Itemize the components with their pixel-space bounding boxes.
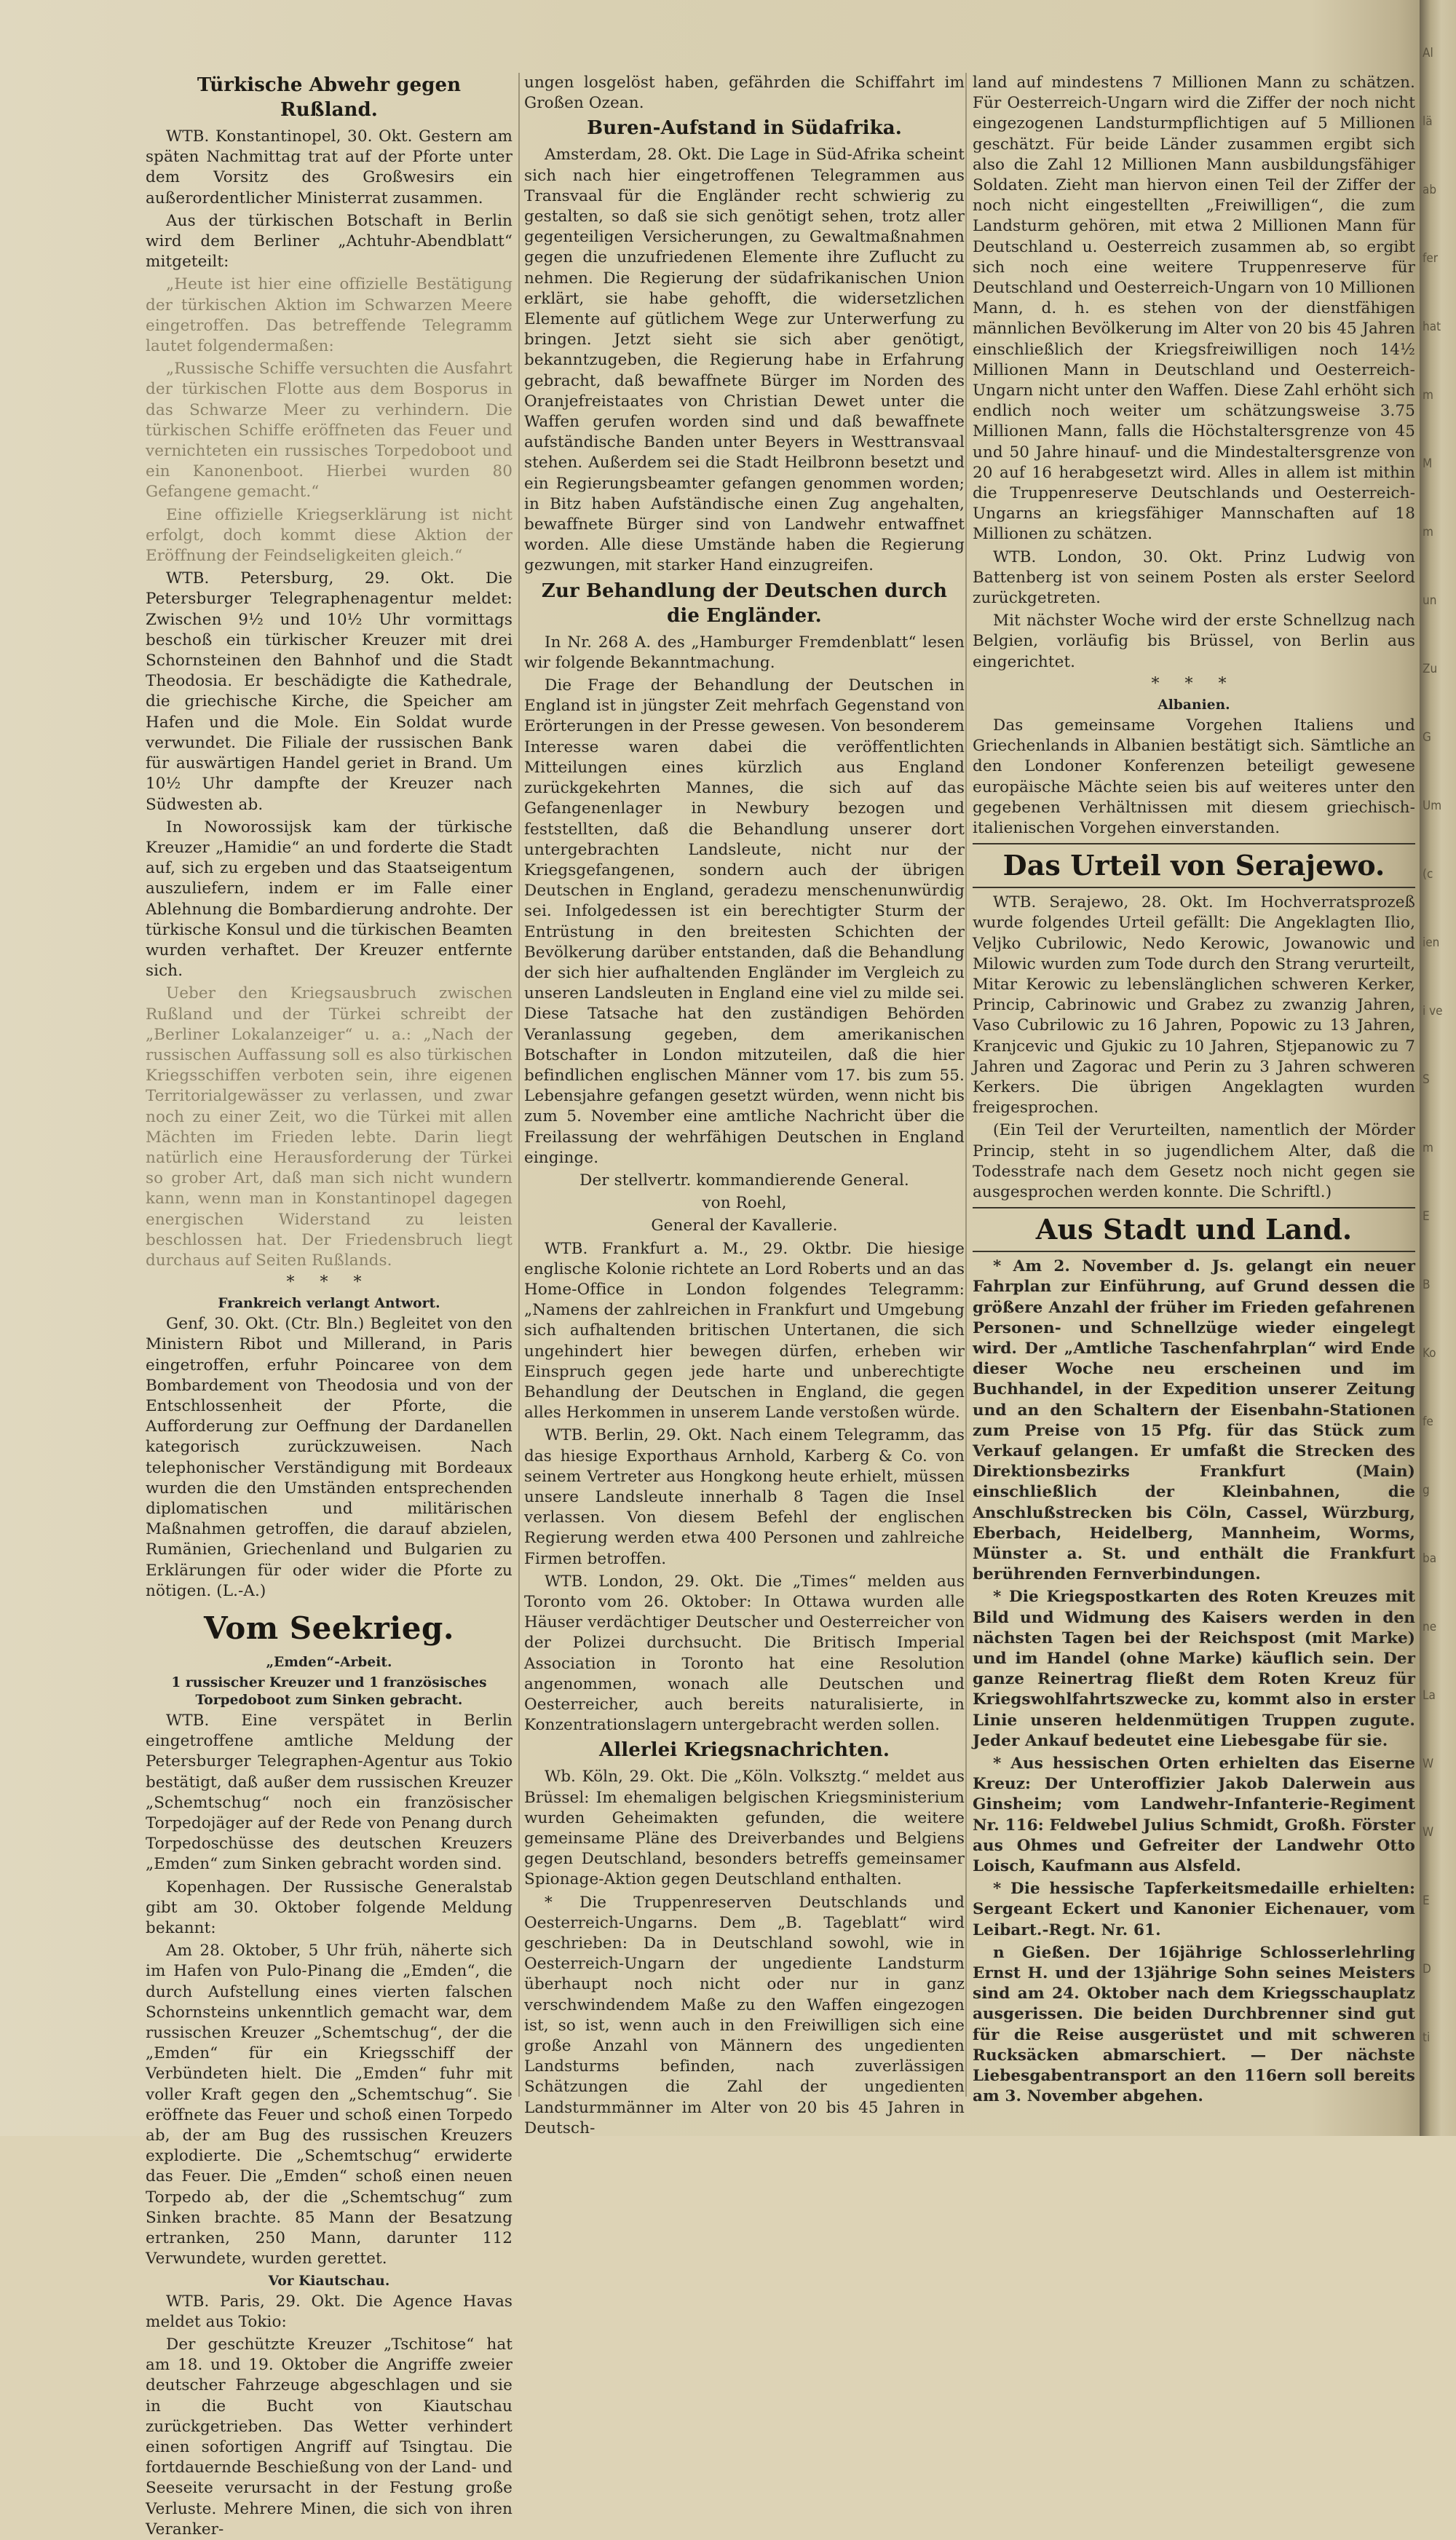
edge-fragment: W: [1423, 1825, 1434, 1840]
subheadline-frankreich: Frankreich verlangt Antwort.: [218, 1296, 440, 1312]
subheadline-emden-detail: 1 russischer Kreuzer und 1 französisches Torpedoboot zum Sinken gebracht.: [171, 1675, 487, 1709]
edge-fragment: ba: [1423, 1551, 1437, 1566]
article-paragraph: * Am 2. November d. Js. gelangt ein neuer Fahrplan zur Einführung, auf Grund dessen die größere Anzahl der früher im Frieden gefahrenen Personen- und Schnellzüge wieder eingelegt wird. Der „Amtliche Taschenfahrplan“ wird Ende dieser Woche neu erscheinen und im Buchhandel, in der Expedition unserer Zeitung und an den Schaltern der Eisenbahn-Stationen zum Preise von 15 Pfg. für das Stück zum Verkauf gelangen. Er umfaßt die Strecken des Direktionsbezirks Frankfurt (Main) einschließlich der Kleinbahnen, die Anschlußstrecken bis Cöln, Cassel, Würzburg, Eberbach, Heidelberg, Mannheim, Worms, Münster a. St. und enthält die Frankfurt berührenden Fernverbindungen.: [973, 1257, 1415, 1584]
headline-allerlei-kriegsnachrichten: Allerlei Kriegsnachrichten.: [598, 1739, 890, 1762]
subheadline-albanien: Albanien.: [1158, 697, 1230, 713]
article-paragraph: In Noworossijsk kam der türkische Kreuzer „Hamidie“ an und forderte die Stadt auf, sich zu ergeben und das Staatseigentum auszuliefern, indem er im Falle einer Ablehnung die Bombardierung androhte. Der türkische Konsul und die türkischen Beamten wurden verhaftet. Der Kreuzer entfernte sich.: [146, 818, 513, 981]
article-paragraph: Wb. Köln, 29. Okt. Die „Köln. Volksztg.“ meldet aus Brüssel: Im ehemaligen belgischen Kriegsministerium wurden Geheimakten gefunden, die weitere gemeinsame Pläne des Dreiverbandes und Belgiens gegen Deutschland, besonders betreffs gemeinsamer Spionage-Aktion gegen Deutschland enthalten.: [524, 1768, 965, 1889]
article-paragraph: Genf, 30. Okt. (Ctr. Bln.) Begleitet von den Ministern Ribot und Millerand, in Paris eingetroffen, erfuhr Poincaree von dem Bombardement von Theodosia und von der Entschlossenheit der Pforte, die Aufforderung zur Oeffnung der Dardanellen kategorisch zurückzuweisen. Nach telephonischer Verständigung mit Bordeaux wurden die den Umständen entsprechenden diplomatischen und militärischen Maßnahmen getroffen, die darauf abzielen, Rumänien, Griechenland und Bulgarien zu Erklärungen für oder wider die Pforte zu nötigen. (L.-A.): [146, 1315, 513, 1600]
article-paragraph: Am 28. Oktober, 5 Uhr früh, näherte sich im Hafen von Pulo-Pinang die „Emden“, die durch Aufstellung eines vierten falschen Schornsteins unkenntlich gemacht war, dem russischen Kreuzer „Schemtschug“, der die „Emden“ für ein Kriegsschiff der Verbündeten hielt. Die „Emden“ fuhr mit voller Kraft gegen den „Schemtschug“. Sie eröffnete das Feuer und schoß einen Torpedo ab, der am Bug des russischen Kreuzers explodierte. Die „Schemtschug“ erwiderte das Feuer. Die „Emden“ schoß einen neuen Torpedo ab, der die „Schemtschug“ zum Sinken brachte. 85 Mann der Besatzung ertranken, 250 Mann, darunter 112 Verwundete, wurden gerettet.: [146, 1942, 513, 2268]
edge-fragment: ne: [1423, 1620, 1437, 1634]
edge-fragment: ien: [1423, 935, 1440, 950]
article-paragraph: Aus der türkischen Botschaft in Berlin wird dem Berliner „Achtuhr-Abendblatt“ mitgeteilt:: [146, 211, 513, 272]
article-paragraph: WTB. Eine verspätet in Berlin eingetroffene amtliche Meldung der Petersburger Telegraphen-Agentur aus Tokio bestätigt, daß außer dem russischen Kreuzer „Schemtschug“ noch ein französischer Torpedojäger auf der Rede von Penang durch Torpedoschüsse des deutschen Kreuzers „Emden“ zum Sinken gebracht worden sind.: [146, 1712, 513, 1874]
article-paragraph: WTB. Konstantinopel, 30. Okt. Gestern am späten Nachmittag trat auf der Pforte unter dem Vorsitz des Großwesirs ein außerordentlicher Ministerrat zusammen.: [146, 127, 513, 207]
headline-buren-aufstand: Buren-Aufstand in Südafrika.: [587, 117, 902, 140]
edge-fragment: La: [1423, 1688, 1436, 1703]
edge-fragment: g: [1423, 1483, 1430, 1498]
article-paragraph: Mit nächster Woche wird der erste Schnellzug nach Belgien, vorläufig bis Brüssel, von Berlin aus eingerichtet.: [973, 612, 1415, 671]
column-right: [973, 73, 1415, 2111]
edge-fragment: B: [1423, 1278, 1431, 1292]
headline-urteil-serajewo: Das Urteil von Serajewo.: [973, 843, 1415, 888]
edge-fragment: Al: [1423, 46, 1433, 60]
subheadline-kiautschau: Vor Kiautschau.: [268, 2273, 390, 2289]
edge-fragment: E: [1423, 1209, 1430, 1224]
article-paragraph: Die Frage der Behandlung der Deutschen in England ist in jüngster Zeit mehrfach Gegenstand von Erörterungen in der Presse gewesen. Von besonderem Interesse waren dabei die veröffentlichten Mitteilungen eines kürzlich aus England zurückgekehrten Mannes, die sich auf das Gefangenenlager in Newbury bezogen und feststellten, daß die Behandlung unserer dort untergebrachten Landsleute, nicht nur der Kriegsgefangenen, sondern auch der übrigen Deutschen in England, geradezu menschenunwürdig sei. Infolgedessen ist ein berechtigter Sturm der Entrüstung in den breitesten Schichten der Bevölkerung darüber entstanden, daß die Behandlung der sich hier aufhaltenden Engländer im Vergleich zu unseren Landsleuten in England eine viel zu milde sei. Diese Tatsache hat den zuständigen Behörden Veranlassung gegeben, dem amerikanischen Botschafter in London mitzuteilen, daß die hier befindlichen englischen Männer vom 17. bis zum 55. Lebensjahre gefangen gesetzt würden, wenn nicht bis zum 5. November eine amtliche Nachricht über die Freilassung der wehrfähigen Deutschen in England einginge.: [524, 676, 965, 1167]
signature-name: von Roehl,: [702, 1194, 787, 1213]
edge-fragment: m: [1423, 388, 1433, 403]
headline-tuerkische-abwehr: Türkische Abwehr gegen Rußland.: [197, 74, 462, 121]
edge-fragment: ab: [1423, 183, 1437, 197]
edge-fragment: m: [1423, 1141, 1433, 1155]
edge-fragment: G: [1423, 730, 1431, 745]
edge-fragment: M: [1423, 456, 1433, 471]
article-paragraph: „Heute ist hier eine offizielle Bestätigung der türkischen Aktion im Schwarzen Meere eingetroffen. Das betreffende Telegramm lautet folgendermaßen:: [146, 275, 513, 356]
article-paragraph: * Aus hessischen Orten erhielten das Eiserne Kreuz: Der Unteroffizier Jakob Dalerwein aus Ginsheim; vom Landwehr-Infanterie-Regiment Nr. 116: Feldwebel Julius Schmidt, Großh. Förster aus Ohmes und Gefreiter der Landwehr Otto Loisch, Kaufmann aus Alsfeld.: [973, 1754, 1415, 1876]
edge-fragment: E: [1423, 1894, 1430, 1908]
edge-fragment: W: [1423, 1757, 1434, 1771]
separator-stars: * * *: [1151, 674, 1237, 693]
article-paragraph: WTB. Berlin, 29. Okt. Nach einem Telegramm, das das hiesige Exporthaus Arnhold, Karberg & Co. von seinem Vertreter aus Hongkong heute erhielt, müssen unsere Landsleute innerhalb 8 Tagen die Insel verlassen. Von diesem Befehl der englischen Regierung werden etwa 400 Personen und zahlreiche Firmen betroffen.: [524, 1426, 965, 1568]
article-paragraph: Eine offizielle Kriegserklärung ist nicht erfolgt, doch kommt diese Aktion der Eröffnung der Feindseligkeiten gleich.“: [146, 505, 513, 566]
subheadline-emden: „Emden“-Arbeit.: [266, 1655, 392, 1671]
article-paragraph: ungen losgelöst haben, gefährden die Schiffahrt im Großen Ozean.: [524, 74, 965, 113]
article-paragraph: WTB. London, 30. Okt. Prinz Ludwig von Battenberg ist von seinem Posten als erster Seelord zurückgetreten.: [973, 547, 1415, 608]
separator-stars: * * *: [286, 1273, 372, 1292]
headline-aus-stadt-und-land: Aus Stadt und Land.: [973, 1207, 1415, 1252]
article-paragraph: „Russische Schiffe versuchten die Ausfahrt der türkischen Flotte aus dem Bosporus in das Schwarze Meer zu verhindern. Die türkischen Schiffe eröffneten das Feuer und vernichteten ein russisches Torpedoboot und ein Kanonenboot. Hierbei wurden 80 Gefangene gemacht.“: [146, 360, 513, 502]
signature-rank: General der Kavallerie.: [651, 1216, 838, 1235]
headline-behandlung-deutschen: Zur Behandlung der Deutschen durch die Engländer.: [541, 579, 948, 627]
article-paragraph: Der geschützte Kreuzer „Tschitose“ hat am 18. und 19. Oktober die Angriffe zweier deutscher Fahrzeuge abgeschlagen und sie in die Bucht von Kiautschau zurückgetrieben. Das Wetter verhindert einen sofortigen Angriff auf Tsingtau. Die fortdauernde Beschießung von der Land- und Seeseite verursacht in der Festung große Verluste. Mehrere Minen, die sich von ihren Veranker-: [146, 2335, 513, 2539]
edge-fragment: m: [1423, 525, 1433, 539]
headline-vom-seekrieg: Vom Seekrieg.: [204, 1610, 454, 1647]
article-paragraph: WTB. Frankfurt a. M., 29. Oktbr. Die hiesige englische Kolonie richtete an Lord Roberts und an das Home-Office in London folgendes Telegramm: „Namens der zahlreichen in Frankfurt und Umgebung sich aufhaltenden britischen Untertanen, die sich ungehindert hier bewegen dürfen, erheben wir Einspruch gegen jede harte und unberechtigte Behandlung der Deutschen in England, die gegen alles Herkommen in unserem Lande verstoßen würde.: [524, 1239, 965, 1423]
edge-fragment: hat: [1423, 320, 1441, 334]
article-paragraph: Amsterdam, 28. Okt. Die Lage in Süd-Afrika scheint sich nach hier eingetroffenen Telegrammen aus Transvaal für die Engländer recht schwierig zu gestalten, so daß sie sich genötigt sehen, trotz aller gegenteiligen Versicherungen, zu Gewaltmaßnahmen gegen die unzufriedenen Elemente ihre Zuflucht zu nehmen. Die Regierung der südafrikanischen Union erklärt, sie habe gehofft, die widersetzlichen Elemente auf gütlichem Wege zur Unterwerfung zu bringen. Jetzt sieht sie sich aber genötigt, bekanntzugeben, die Regierung habe in Erfahrung gebracht, daß bewaffnete Bürger im Norden des Oranjefreistaates von Christian Dewet unter die Waffen gerufen worden sind und daß bewaffnete aufständische Banden unter Beyers in Westtransvaal stehen. Außerdem sei die Stadt Heilbronn besetzt und ein Regierungsbeamter gefangen genommen worden; in Bitz haben Aufständische einen Zug angehalten, bewaffnete Bürger sind von Landwehr entwaffnet worden. Alle diese Umstände haben die Regierung gezwungen, mit starker Hand einzugreifen.: [524, 146, 965, 575]
edge-fragment: fer: [1423, 251, 1439, 266]
article-paragraph: In Nr. 268 A. des „Hamburger Fremdenblatt“ lesen wir folgende Bekanntmachung.: [524, 633, 965, 672]
column-divider: [518, 73, 520, 2097]
edge-fragment: i ve: [1423, 1004, 1443, 1018]
edge-fragment: Ko: [1423, 1346, 1436, 1361]
article-paragraph: Kopenhagen. Der Russische Generalstab gibt am 30. Oktober folgende Meldung bekannt:: [146, 1878, 513, 1938]
article-paragraph: Ueber den Kriegsausbruch zwischen Rußland und der Türkei schreibt der „Berliner Lokalanzeiger“ u. a.: „Nach der russischen Auffassung soll es also türkischen Kriegsschiffen verboten sein, ihre eigenen Territorialgewässer zu verlassen, und zwar noch zu einer Zeit, wo die Türkei mit allen Mächten im Frieden lebte. Darin liegt natürlich eine Herausforderung der Türkei so grober Art, daß man sich nicht wundern kann, wenn man in Konstantinopel dagegen energischen Widerstand zu leisten beschlossen hat. Der Friedensbruch liegt durchaus auf Seiten Rußlands.: [146, 984, 513, 1270]
adjacent-page-edge: [1420, 0, 1456, 2136]
edge-fragment: Um: [1423, 799, 1442, 813]
article-paragraph: n Gießen. Der 16jährige Schlosserlehrling Ernst H. und der 13jährige Sohn seines Meisters sind am 24. Oktober nach dem Kriegsschauplatz ausgerissen. Die beiden Durchbrenner sind gut für die Reise ausgerüstet und mit schweren Rucksäcken abmarschiert. — Der nächste Liebesgabentransport an den 116ern soll bereits am 3. November abgehen.: [973, 1943, 1415, 2106]
edge-fragment: S: [1423, 1072, 1430, 1087]
article-paragraph: Das gemeinsame Vorgehen Italiens und Griechenlands in Albanien bestätigt sich. Sämtliche an den Londoner Konferenzen beteiligt gewesene europäische Mächte seien bis auf weiteres unter den gegebenen Verhältnissen mit diesem griechisch-italienischen Vorgehen einverstanden.: [973, 716, 1415, 837]
article-paragraph: WTB. Serajewo, 28. Okt. Im Hochverratsprozeß wurde folgendes Urteil gefällt: Die Angeklagten Ilio, Veljko Cubrilowic, Nedo Kerowic, Jowanowic und Milowic wurden zum Tode durch den Strang verurteilt, Mitar Kerowic zu lebenslänglichen schweren Kerker, Princip, Cabrinowic und Grabez zu zwanzig Jahren, Vaso Cubrilowic zu 16 Jahren, Popowic zu 13 Jahren, Kranjcevic und Gjukic zu 10 Jahren, Stjepanowic zu 7 Jahren und Zagorac und Perin zu 3 Jahren schweren Kerkers. Die übrigen Angeklagten wurden freigesprochen.: [973, 893, 1415, 1117]
edge-fragment: un: [1423, 593, 1437, 608]
article-paragraph: (Ein Teil der Verurteilten, namentlich der Mörder Princip, steht in so jugendlichem Alter, daß die Todesstrafe nach dem Gesetz noch nicht gegen sie ausgesprochen werden konnte. Die Schriftl.): [973, 1121, 1415, 1201]
article-paragraph: WTB. Paris, 29. Okt. Die Agence Havas meldet aus Tokio:: [146, 2292, 513, 2331]
column-middle: [524, 73, 965, 2137]
edge-fragment: Zu: [1423, 662, 1438, 676]
edge-fragment: lä: [1423, 114, 1433, 129]
article-paragraph: WTB. Petersburg, 29. Okt. Die Petersburger Telegraphenagentur meldet: Zwischen 9½ und 10½ Uhr vormittags beschoß ein türkischer Kreuzer mit drei Schornsteinen den Bahnhof und die Stadt Theodosia. Er beschädigte die Kathedrale, die griechische Kirche, die Speicher am Hafen und die Mole. Ein Soldat wurde verwundet. Die Filiale der russischen Bank für auswärtigen Handel geriet in Brand. Um 10½ Uhr dampfte der Kreuzer nach Südwesten ab.: [146, 569, 513, 814]
article-paragraph: land auf mindestens 7 Millionen Mann zu schätzen. Für Oesterreich-Ungarn wird die Ziffer der noch nicht eingezogenen Landsturmpflichtigen auf 5 Millionen geschätzt. Für beide Länder zusammen ergibt sich also die Zahl 12 Millionen Mann ausbildungsfähiger Soldaten. Zieht man hiervon einen Teil der Ziffer der noch nicht eingestellten „Freiwilligen“, die zum Landsturm gehören, mit etwa 2 Millionen Mann für Deutschland u. Oesterreich zusammen ab, so ergibt sich noch eine weitere Truppenreserve für Deutschland und Oesterreich-Ungarn von 10 Millionen Mann, d. h. es stehen von der dienstfähigen männlichen Bevölkerung im Alter von 20 bis 45 Jahren einschließlich der Kriegsfreiwilligen noch 14½ Millionen Mann in Deutschland und Oesterreich-Ungarn nicht unter den Waffen. Diese Zahl erhöht sich endlich noch weiter um schätzungsweise 3.75 Millionen Mann, falls die Höchstaltersgrenze von 45 und 50 Jahre hinauf- und die Mindestaltersgrenze von 20 auf 16 herabgesetzt wird. Alles in allem ist mithin die Truppenreserve Deutschlands und Oesterreich-Ungarns an kriegsfähiger Mannschaften auf 18 Millionen zu schätzen.: [973, 74, 1415, 544]
edge-fragment: fe: [1423, 1415, 1433, 1429]
edge-fragment: ti: [1423, 2030, 1431, 2045]
edge-fragment: (c: [1423, 867, 1433, 882]
signature-line: Der stellvertr. kommandierende General.: [579, 1171, 909, 1190]
article-paragraph: WTB. London, 29. Okt. Die „Times“ melden aus Toronto vom 26. Oktober: In Ottawa wurden alle Häuser verdächtiger Deutscher und Oesterreicher von der Polizei durchsucht. Die Britisch Imperial Association in Toronto hat eine Resolution angenommen, wonach alle Deutschen und Oesterreicher, auch bereits naturalisierte, in Konzentrationslagern untergebracht werden sollen.: [524, 1572, 965, 1735]
edge-fragment: D: [1423, 1962, 1431, 1977]
article-paragraph: * Die Truppenreserven Deutschlands und Oesterreich-Ungarns. Dem „B. Tageblatt“ wird geschrieben: Da in Deutschland sowohl, wie in Oesterreich-Ungarn der ungediente Landsturm überhaupt noch nicht oder nur in ganz verschwindendem Maße zu den Waffen eingezogen ist, so ist, wenn auch in den Freiwilligen sich eine große Anzahl von Männern des ungedienten Landsturms befinden, nach zuverlässigen Schätzungen die Zahl der ungedienten Landsturmmänner im Alter von 20 bis 45 Jahren in Deutsch-: [524, 1893, 965, 2137]
column-left: [146, 73, 513, 2539]
article-paragraph: * Die hessische Tapferkeitsmedaille erhielten: Sergeant Eckert und Kanonier Eichenauer, vom Leibart.-Regt. Nr. 61.: [973, 1880, 1415, 1939]
column-divider: [965, 73, 967, 2097]
article-paragraph: * Die Kriegspostkarten des Roten Kreuzes mit Bild und Widmung des Kaisers werden in den nächsten Tagen bei der Reichspost (mit Marke) und im Handel (ohne Marke) käuflich sein. Der ganze Reinertrag fließt dem Roten Kreuz für Kriegswohlfahrtszwecke zu, kommt also in erster Linie unseren heldenmütigen Truppen zugute. Jeder Ankauf bedeutet eine Liebesgabe für sie.: [973, 1588, 1415, 1750]
